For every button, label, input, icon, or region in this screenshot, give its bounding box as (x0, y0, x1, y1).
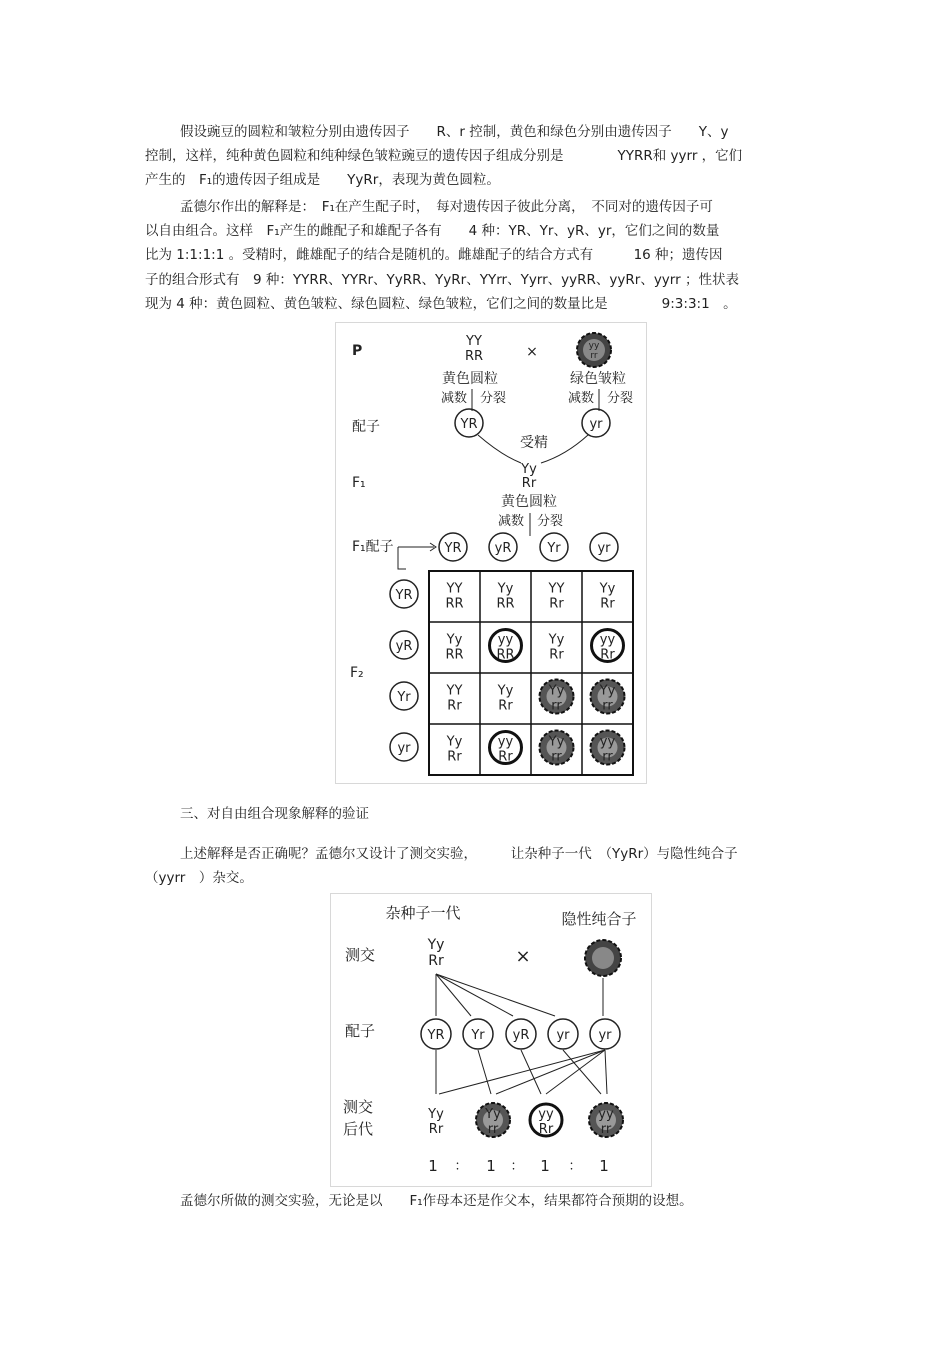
ratio-value: 1 (486, 1157, 496, 1175)
genotype-top: Yy (428, 1107, 444, 1122)
paragraph-line: 上述解释是否正确呢？孟德尔又设计了测交实验， 让杂种子一代 （YyRr）与隐性纯合子 (180, 846, 738, 862)
ratio-value: 1 (428, 1157, 438, 1175)
genotype-bottom: Rr (447, 698, 462, 714)
genotype-top: yy (497, 632, 514, 648)
offspring-label: 测交 (343, 1098, 374, 1116)
genotype-top: yy (598, 1107, 614, 1122)
genotype-bottom: rr (602, 749, 613, 765)
genotype-top: Yy (446, 734, 463, 750)
offspring-pea (589, 1103, 623, 1137)
genotype-top: yy (599, 734, 616, 750)
genotype-top: Yy (548, 632, 565, 648)
row-gametes (390, 580, 418, 761)
genotype-bottom: Rr (428, 1122, 444, 1137)
paragraph-line: 孟德尔所做的测交实验，无论是以 F₁作母本还是作父本，结果都符合预期的设想。 (180, 1193, 693, 1209)
f1-gamete: YR (444, 541, 462, 556)
ratio-value: 1 (540, 1157, 550, 1175)
genotype-bottom: Rr (447, 749, 462, 765)
meiosis-label: 减数 (440, 391, 468, 406)
gamete: YR (427, 1028, 445, 1043)
hybrid-genotype-bottom: Rr (428, 953, 444, 969)
parent2-genotype-top: yy (588, 341, 600, 351)
genotype-bottom: Rr (549, 596, 564, 612)
genotype-bottom: rr (551, 698, 562, 714)
paragraph-line: （yyrr ）杂交。 (145, 870, 253, 886)
ratio-separator: ： (568, 1159, 582, 1174)
punnett-cell (446, 735, 463, 765)
gamete-yr-parent2: yr (589, 417, 603, 432)
genotype-top: yy (497, 734, 514, 750)
row-gamete: yR (395, 639, 413, 654)
paragraph-line: 假设豌豆的圆粒和皱粒分别由遗传因子 R、r 控制，黄色和绿色分别由遗传因子 Y、y (180, 124, 729, 140)
genotype-bottom: Rr (498, 698, 513, 714)
parent1-genotype-bottom: RR (464, 349, 484, 364)
punnett-cell (591, 680, 625, 714)
testcross-label: 测交 (345, 946, 376, 964)
meiosis-label: 分裂 (479, 391, 507, 406)
genotype-top: Yy (485, 1107, 501, 1122)
gamete-yr-parent1: YR (460, 417, 478, 432)
offspring-pea (530, 1104, 562, 1137)
parent2-phenotype: 绿色皱粒 (570, 371, 626, 387)
punnett-cell (445, 582, 463, 612)
punnett-cell (548, 633, 565, 663)
genotype-top: YY (548, 581, 565, 597)
paragraph-line: 比为 1:1:1:1 。受精时，雌雄配子的结合是随机的。雌雄配子的结合方式有 16 种；遗传因 (145, 247, 723, 263)
section-heading: 三、对自由组合现象解释的验证 (180, 806, 369, 822)
hybrid-label: 杂种子一代 (385, 904, 461, 922)
row-gamete: Yr (397, 690, 411, 705)
genotype-top: Yy (446, 632, 463, 648)
parent2-genotype-bottom: rr (590, 351, 598, 361)
genotype-bottom: Rr (600, 647, 615, 663)
genotype-top: yy (599, 632, 616, 648)
paragraph-line: 孟德尔作出的解释是： F₁在产生配子时， 每对遗传因子彼此分离， 不同对的遗传因子可 (180, 199, 713, 215)
testcross-figure (330, 893, 652, 1187)
genotype-bottom: RR (496, 596, 515, 612)
meiosis-label: 减数 (497, 514, 525, 529)
dihybrid-cross-figure (335, 322, 647, 784)
punnett-cell (591, 731, 625, 765)
ratio-separator: ： (454, 1159, 468, 1174)
genotype-top: YY (446, 683, 463, 699)
gamete: yR (512, 1028, 530, 1043)
genotype-bottom: Rr (549, 647, 564, 663)
genotype-top: yy (538, 1107, 554, 1122)
parent1-phenotype: 黄色圆粒 (442, 371, 498, 387)
row-gamete: YR (395, 588, 413, 603)
genotype-bottom: rr (602, 698, 613, 714)
genotype-bottom: Rr (600, 596, 615, 612)
genotype-top: Yy (497, 683, 514, 699)
hybrid-genotype-top: Yy (427, 937, 445, 953)
punnett-cell (496, 582, 514, 612)
genotype-top: YY (446, 581, 463, 597)
genotype-top: Yy (497, 581, 514, 597)
punnett-cell (446, 684, 463, 714)
paragraph-line: 以自由组合。这样 F₁产生的雌配子和雄配子各有 4 种：YR、Yr、yR、yr，它们之间的数量 (145, 223, 720, 239)
f1-phenotype: 黄色圆粒 (501, 494, 557, 510)
genotype-bottom: RR (445, 596, 464, 612)
genotype-top: Yy (548, 734, 565, 750)
genotype-bottom: Rr (538, 1122, 554, 1137)
genotype-bottom: rr (600, 1122, 612, 1137)
genotype-bottom: RR (496, 647, 515, 663)
gamete-label: 配子 (352, 419, 380, 435)
f1-genotype-top: Yy (521, 462, 537, 477)
p-generation-label: P (352, 343, 363, 359)
meiosis-label: 减数 (567, 391, 595, 406)
f2-label: F₂ (350, 665, 364, 681)
wrinkled-pea-icon (585, 940, 621, 976)
f1-gamete-label: F₁配子 (352, 539, 394, 555)
gamete-label: 配子 (345, 1022, 376, 1040)
testcross-gametes (421, 1019, 620, 1049)
genotype-top: Yy (599, 581, 616, 597)
fertilization-label: 受精 (520, 435, 548, 451)
genotype-bottom: rr (487, 1122, 499, 1137)
parent1-genotype-top: YY (466, 334, 482, 349)
meiosis-label: 分裂 (536, 514, 564, 529)
recessive-gamete: yr (598, 1028, 612, 1043)
paragraph-line: 产生的 F₁的遗传因子组成是 YyRr，表现为黄色圆粒。 (145, 172, 500, 188)
genotype-bottom: Rr (498, 749, 513, 765)
offspring-pea (427, 1107, 444, 1137)
offspring-label: 后代 (343, 1120, 374, 1138)
paragraph-line: 子的组合形式有 9 种：YYRR、YYRr、YyRR、YyRr、YYrr、Yyrr、yyRR、yyRr、yyrr ；性状表 (145, 272, 739, 288)
f1-gamete: yR (494, 541, 512, 556)
testcross-offspring (427, 1103, 623, 1137)
punnett-cell (599, 582, 616, 612)
f1-gamete: yr (597, 541, 611, 556)
row-gamete: yr (397, 741, 411, 756)
recessive-label: 隐性纯合子 (561, 910, 637, 928)
punnett-cell (540, 680, 574, 714)
meiosis-label: 分裂 (606, 391, 634, 406)
ratio-value: 1 (599, 1157, 609, 1175)
gamete: Yr (471, 1028, 485, 1043)
genotype-top: Yy (548, 683, 565, 699)
genotype-bottom: RR (445, 647, 464, 663)
punnett-square (429, 571, 633, 775)
genotype-bottom: rr (551, 749, 562, 765)
punnett-cell (592, 630, 624, 663)
paragraph-line: 控制，这样，纯种黄色圆粒和纯种绿色皱粒豌豆的遗传因子组成分别是 YYRR和 yyrr ，它们 (145, 148, 743, 164)
punnett-cell (490, 732, 522, 765)
punnett-cell (445, 633, 463, 663)
offspring-pea (476, 1103, 510, 1137)
ratio (428, 1157, 609, 1175)
cross-symbol: × (515, 946, 531, 967)
punnett-cell (497, 684, 514, 714)
f1-gamete: Yr (547, 541, 561, 556)
cross-symbol: × (526, 344, 538, 360)
f1-genotype-bottom: Rr (521, 476, 537, 491)
ratio-separator: ： (510, 1159, 524, 1174)
gamete: yr (556, 1028, 570, 1043)
punnett-cell (540, 731, 574, 765)
genotype-top: Yy (599, 683, 616, 699)
f1-label: F₁ (352, 475, 366, 491)
punnett-cell (548, 582, 565, 612)
f1-gametes (439, 533, 618, 561)
punnett-cell (490, 630, 522, 663)
paragraph-line: 现为 4 种：黄色圆粒、黄色皱粒、绿色圆粒、绿色皱粒，它们之间的数量比是 9:3:3:1 。 (145, 296, 737, 312)
